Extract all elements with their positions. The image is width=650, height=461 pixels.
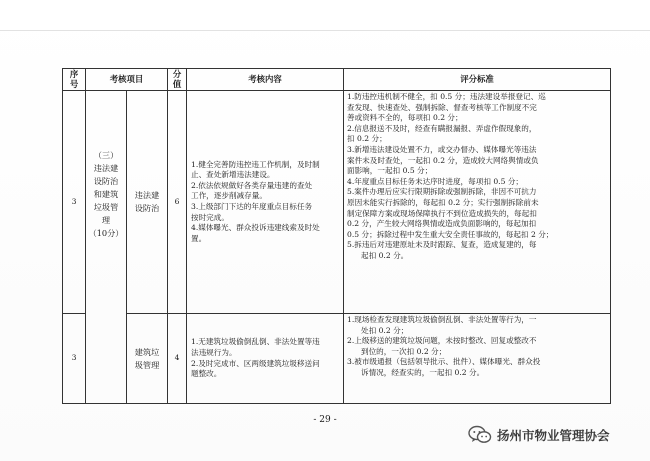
criteria-cell: [344, 314, 611, 404]
content-cell: 1.无建筑垃圾偷倒乱倒、非法处置等违 法违规行为。 2.及时完成市、区两级建筑垃圾移送问 题整改。: [187, 314, 344, 404]
header-content: 考核内容: [187, 69, 344, 91]
content-cell: 1.健全完善防违控违工作机制，及时制 止、查处新增违法建设。 2.依法依规做好各类存量违建的查处 工作，逐步削减存量。 3.上级部门下达的年度重点目标任务 按时完成。 4.媒体曝光、群众投诉违建线索及时处 置。: [187, 91, 344, 314]
score-cell: 6: [168, 91, 187, 314]
criteria-line: 起扣 0.2 分。: [361, 250, 409, 260]
header-item: 考核项目: [86, 69, 168, 91]
row-number: 3: [63, 91, 86, 314]
header-criteria: 评分标准: [344, 69, 611, 91]
criteria-line: 1.防违控违机制不健全，扣 0.5 分；违法建设举报登记、巡: [347, 92, 546, 101]
header-score: 分值: [168, 69, 187, 91]
criteria-line: 5.拆违后对违建原址未及时跟踪、复查，造成复建的，每: [347, 240, 537, 250]
table-row: [63, 91, 611, 314]
subitem-cell: 建筑垃 圾管理: [127, 314, 168, 404]
wechat-icon: [468, 425, 492, 445]
criteria-line: 扣 0.2 分；: [347, 134, 387, 144]
watermark: [468, 422, 610, 448]
score-cell: 4: [168, 314, 187, 404]
assessment-table: [62, 68, 611, 404]
criteria-line: 诉情况，经查实的，一起扣 0.2 分。: [361, 367, 485, 377]
criteria-line: 2.上级移送的建筑垃圾问题，未按时整改、回复或整改不: [347, 336, 537, 346]
criteria-line: 查发现、快速查处、强制拆除、督查考核等工作制度不完: [347, 102, 537, 112]
top-divider: [0, 30, 650, 31]
criteria-line: 3.新增违法建设处置不力，或交办督办、媒体曝光等违法: [347, 144, 537, 154]
criteria-line: 到位的，一次扣 0.2 分；: [361, 346, 447, 356]
criteria-line: 善或资料不全的，每项扣 0.2 分；: [347, 113, 463, 123]
row-number: 3: [63, 314, 86, 404]
watermark-text: 扬州市物业管理协会: [497, 428, 610, 443]
criteria-line: 处扣 0.2 分；: [361, 325, 409, 335]
criteria-line: 3.被市级通报（包括领导批示、批件）、媒体曝光、群众投: [347, 357, 541, 367]
criteria-line: 制定保障方案或现场保障执行不到位造成损失的，每起扣: [347, 208, 537, 218]
criteria-line: 4.年度重点目标任务未达序时进度，每项扣 0.5 分；: [347, 176, 524, 186]
header-row: [63, 69, 611, 91]
criteria-line: 0.5 分；拆除过程中发生重大安全责任事故的，每起扣 2 分；: [347, 229, 554, 239]
criteria-line: 案件未及时查处，一起扣 0.2 分，造成较大网络舆情或负: [347, 155, 539, 165]
page-number: - 29 -: [313, 415, 337, 425]
subitem-cell: 违法建 设防治: [127, 91, 168, 314]
criteria-line: 0.2 分，产生较大网络舆情或造成负面影响的，每起加扣: [347, 219, 537, 229]
criteria-line: 1.现场检查发现建筑垃圾偷倒乱倒、非法处置等行为，一: [347, 315, 537, 324]
table-row: [63, 314, 611, 404]
criteria-line: 5.案件办理后应实行限期拆除或强制拆除，非因不可抗力: [347, 187, 537, 197]
criteria-cell: [344, 91, 611, 314]
category-cell: （三） 违法建 设防治 和建筑 垃圾管 理 （10分）: [86, 91, 127, 404]
criteria-line: 2.信息报送不及时，经查有瞒报漏报、弄虚作假现象的，: [347, 123, 537, 133]
criteria-line: 面影响，一起扣 0.5 分；: [347, 166, 433, 176]
criteria-line: 原因未能实行拆除的，每起扣 0.2 分；实行强制拆除前未: [347, 197, 539, 207]
header-no: 序号: [63, 69, 86, 91]
